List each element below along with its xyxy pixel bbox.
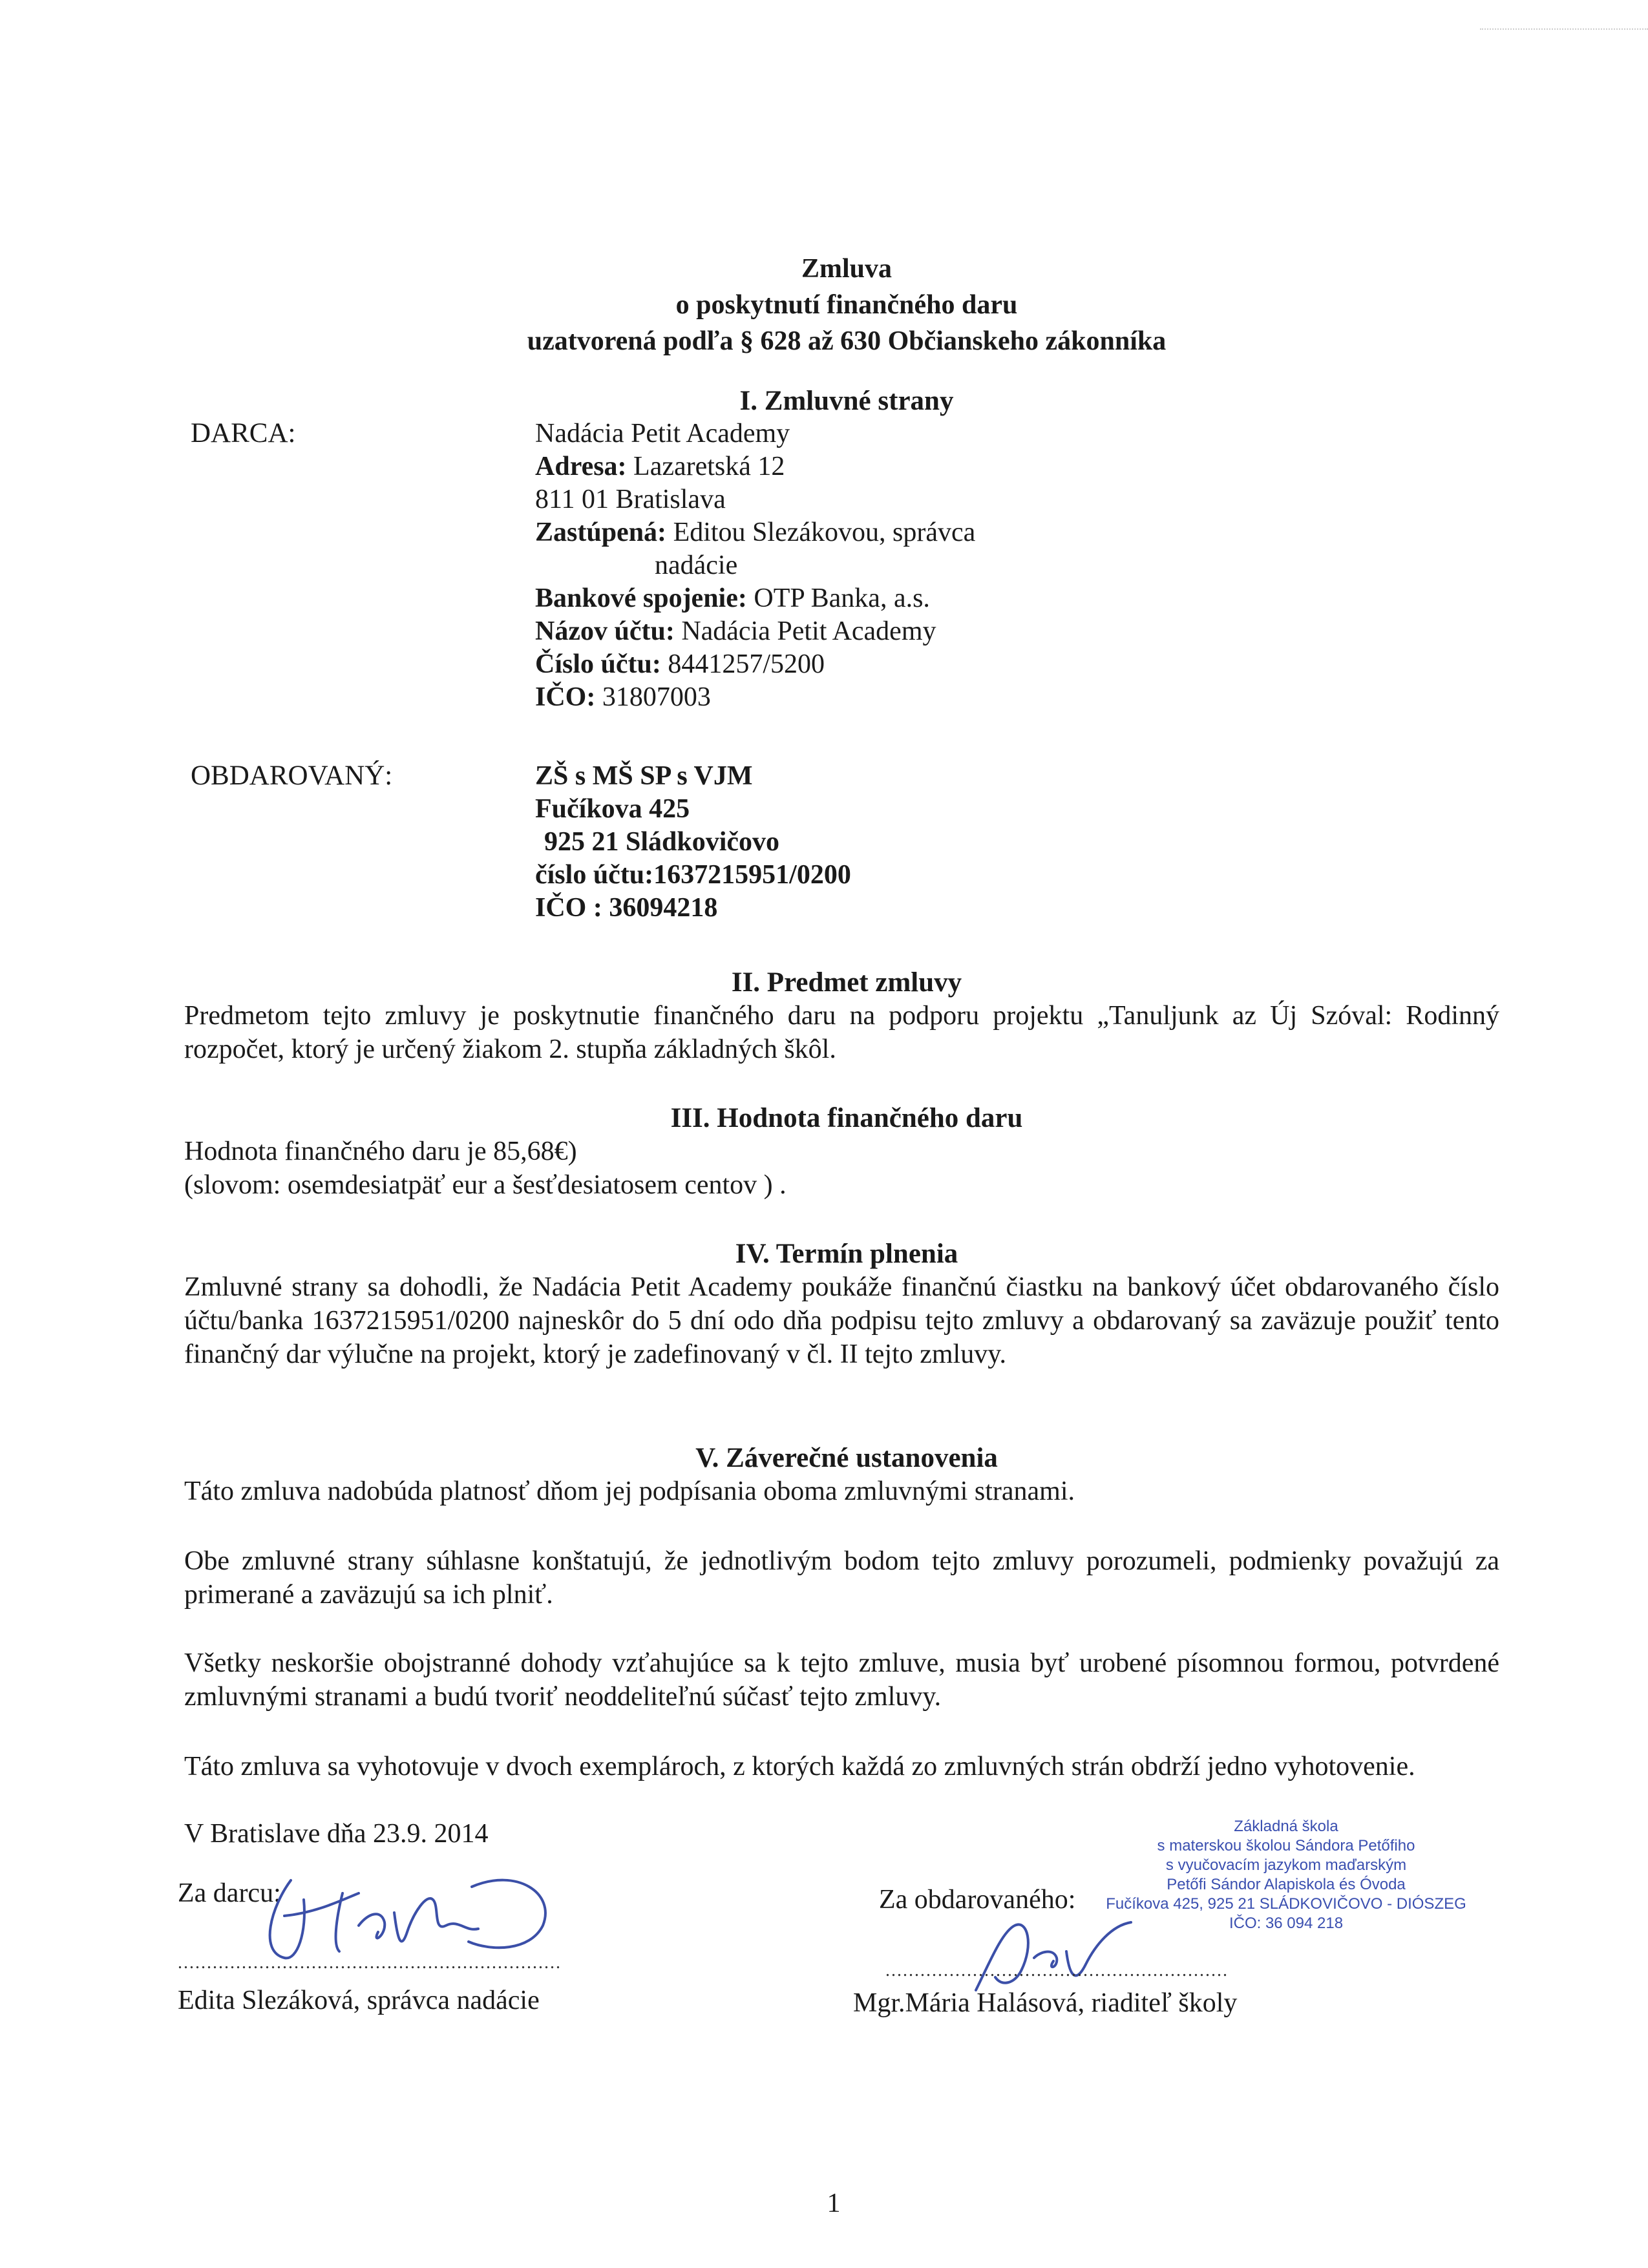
- page-number: 1: [827, 2189, 841, 2218]
- document-title: [0, 251, 1648, 359]
- section-3-heading: III. Hodnota finančného daru: [670, 1103, 1023, 1133]
- section-4-text: Zmluvné strany sa dohodli, že Nadácia Petit Academy poukáže finančnú čiastku na bankový účet obdarovaného číslo účtu/banka 1637215951/0200 najneskôr do 5 dní odo dňa podpisu tejto zmluvy a obdarovaný sa zaväzuje použiť tento finančný dar výlučne na projekt, ktorý je zadefinovaný v čl. II tejto zmluvy.: [184, 1272, 1499, 1369]
- section-5-paragraph-1: Táto zmluva nadobúda platnosť dňom jej podpísania oboma zmluvnými stranami.: [184, 1476, 1075, 1506]
- obdarovany-details: [535, 760, 1375, 925]
- donation-value-words: (slovom: osemdesiatpäť eur a šesťdesiatosem centov ) .: [184, 1170, 787, 1200]
- stamp-line-1: Základná škola: [1234, 1818, 1338, 1835]
- section-3-text: [184, 1135, 1499, 1202]
- donation-value: Hodnota finančného daru je 85,68€): [184, 1137, 577, 1166]
- donor-signature-line: ..................................................................: [178, 1953, 562, 1973]
- recipient-handwritten-signature: [956, 1913, 1150, 1997]
- stamp-line-4: Petőfi Sándor Alapiskola és Óvoda: [1167, 1876, 1406, 1893]
- stamp-line-5: Fučíkova 425, 925 21 SLÁDKOVIČOVO - DIÓSZEG: [1106, 1895, 1466, 1913]
- darca-account-name: Názov účtu: Nadácia Petit Academy: [535, 616, 936, 646]
- obdarovany-line-4: číslo účtu:1637215951/0200: [535, 860, 851, 890]
- donor-signature-label: Za darcu:: [178, 1878, 281, 1908]
- darca-representative-cont: nadácie: [655, 551, 738, 580]
- darca-name: Nadácia Petit Academy: [535, 419, 790, 448]
- darca-details: [535, 417, 1375, 714]
- place-and-date: V Bratislave dňa 23.9. 2014: [184, 1819, 489, 1849]
- section-5-paragraph-4: Táto zmluva sa vyhotovuje v dvoch exemplároch, z ktorých každá zo zmluvných strán obdrží jedno vyhotovenie.: [184, 1752, 1415, 1781]
- obdarovany-label: OBDAROVANÝ:: [191, 761, 393, 791]
- title-line-1: Zmluva: [801, 254, 893, 284]
- darca-bank: Bankové spojenie: OTP Banka, a.s.: [535, 583, 930, 613]
- scan-artifact-line: [1480, 28, 1648, 30]
- obdarovany-line-2: Fučíkova 425: [535, 794, 690, 824]
- recipient-signature-label: Za obdarovaného:: [879, 1885, 1076, 1915]
- section-5-paragraph-3: Všetky neskoršie obojstranné dohody vzťahujúce sa k tejto zmluve, musia byť urobené písomnou formou, potvrdené zmluvnými stranami a budú tvoriť neoddeliteľnú súčasť tejto zmluvy.: [184, 1648, 1499, 1712]
- obdarovany-line-3: 925 21 Sládkovičovo: [544, 827, 780, 857]
- darca-representative: Zastúpená: Editou Slezákovou, správca: [535, 518, 976, 547]
- darca-address: Adresa: Lazaretská 12: [535, 452, 785, 481]
- section-2-text: Predmetom tejto zmluvy je poskytnutie finančného daru na podporu projektu „Tanuljunk az Új Szóval: Rodinný rozpočet, ktorý je určený žiakom 2. stupňa základných škôl.: [184, 1001, 1499, 1064]
- donor-signatory-name: Edita Slezáková, správca nadácie: [178, 1986, 540, 2015]
- section-2-heading: II. Predmet zmluvy: [731, 967, 962, 998]
- title-line-2: o poskytnutí finančného daru: [675, 290, 1018, 320]
- section-1-heading: I. Zmluvné strany: [739, 386, 954, 416]
- section-4-heading: IV. Termín plnenia: [735, 1239, 958, 1269]
- section-5-heading: V. Záverečné ustanovenia: [695, 1443, 998, 1473]
- darca-city: 811 01 Bratislava: [535, 485, 726, 514]
- recipient-signature-line: ...........................................................: [885, 1960, 1229, 1980]
- stamp-line-2: s materskou školou Sándora Petőfiho: [1157, 1837, 1415, 1854]
- recipient-signatory-name: Mgr.Mária Halásová, riaditeľ školy: [853, 1988, 1238, 2018]
- darca-account-number: Číslo účtu: 8441257/5200: [535, 649, 825, 679]
- darca-label: DARCA:: [191, 418, 296, 448]
- obdarovany-line-5: IČO : 36094218: [535, 893, 718, 923]
- title-line-3: uzatvorená podľa § 628 až 630 Občianskeho zákonníka: [527, 326, 1167, 356]
- stamp-line-3: s vyučovacím jazykom maďarským: [1165, 1856, 1407, 1874]
- obdarovany-line-1: ZŠ s MŠ SP s VJM: [535, 761, 753, 791]
- stamp-line-6: IČO: 36 094 218: [1229, 1915, 1344, 1932]
- section-5-paragraph-2: Obe zmluvné strany súhlasne konštatujú, že jednotlivým bodom tejto zmluvy porozumeli, podmienky považujú za primerané a zaväzujú sa ich plniť.: [184, 1546, 1499, 1610]
- darca-ico: IČO: 31807003: [535, 682, 711, 712]
